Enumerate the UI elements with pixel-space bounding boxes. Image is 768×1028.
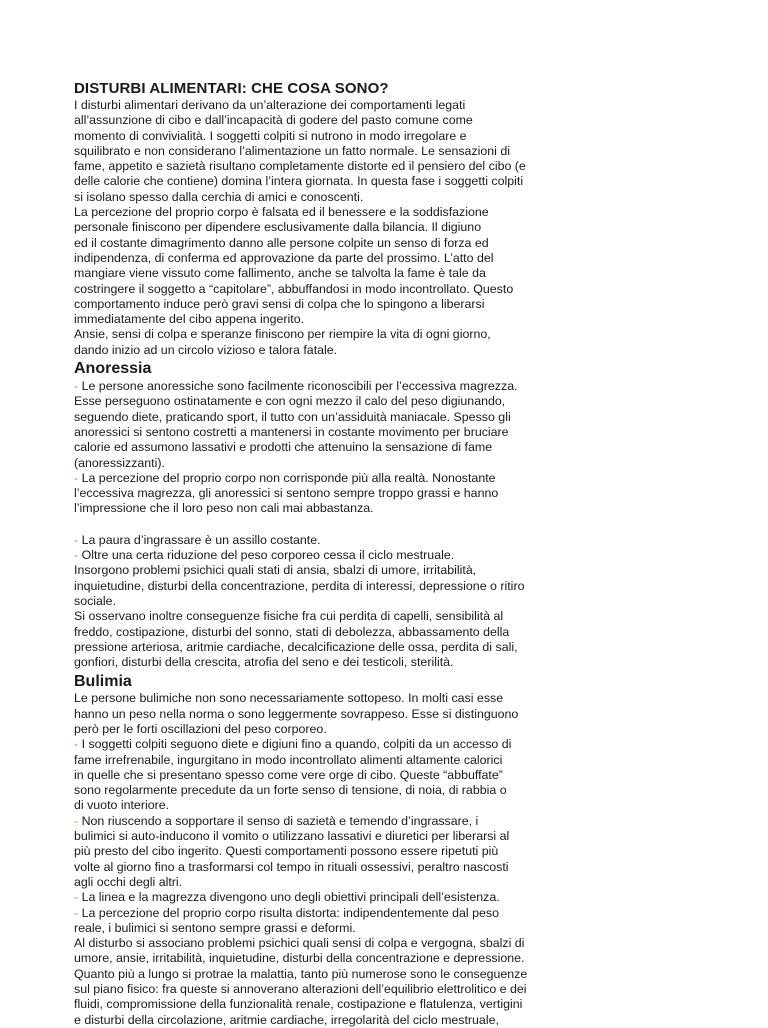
text-line: mangiare viene vissuto come fallimento, anche se talvolta la fame è tale da (74, 266, 486, 281)
line-text: però per le forti oscillazioni del peso corporeo. (74, 721, 327, 736)
text-line (74, 440, 686, 455)
text-line (74, 829, 686, 844)
line-text: Le persone anoressiche sono facilmente riconoscibili per l’eccessiva magrezza. (81, 379, 518, 394)
text-line (74, 722, 686, 737)
text-line: comportamento induce però gravi sensi di colpa che lo spingono a liberarsi (74, 296, 485, 311)
text-line (74, 814, 686, 829)
line-text: La paura d’ingrassare è un assillo costante. (81, 532, 321, 547)
document-page (74, 80, 686, 1028)
text-line: fame, appetito e sazietà risultano completamente distorte ed il pensiero del cibo (e (74, 159, 526, 174)
line-text: sono regolarmente precedute da un forte senso di tensione, di noia, di rabbia o (74, 783, 507, 798)
text-line (74, 425, 686, 440)
text-line (74, 997, 686, 1012)
text-line (74, 753, 686, 768)
text-line: dando inizio ad un circolo vizioso e talora fatale. (74, 342, 338, 357)
text-line (74, 563, 686, 578)
text-line: I disturbi alimentari derivano da un’alterazione dei comportamenti legati (74, 98, 466, 112)
line-text: fame irrefrenabile, ingurgitano in modo incontrollato alimenti altamente calorici (74, 752, 503, 767)
text-line (74, 982, 686, 997)
bullet-dash: - (74, 813, 82, 828)
text-line: personale finiscono per dipendere esclusivamente dalla bilancia. Il digiuno (74, 220, 482, 235)
line-text: l’eccessiva magrezza, gli anoressici si sentono sempre troppo grassi e hanno (74, 486, 499, 501)
text-line (74, 921, 686, 936)
line-text: sociale. (74, 593, 117, 608)
text-line (74, 501, 686, 516)
line-text: reale, i bulimici si sentono sempre grassi e deformi. (74, 920, 356, 935)
text-line (74, 768, 686, 783)
text-line (74, 379, 686, 394)
line-text: hanno un peso nella norma o sono leggermente sovrappeso. Esse si distinguono (74, 706, 519, 721)
line-text: l’impressione che il loro peso non cali mai abbastanza. (74, 501, 374, 516)
text-line (74, 410, 686, 425)
bullet-dash: - (74, 890, 82, 905)
section-heading-anoressia: Anoressia (74, 360, 152, 378)
line-text: Al disturbo si associano problemi psichici quali sensi di colpa e vergogna, sbalzi di (74, 936, 525, 951)
text-line (74, 655, 686, 670)
page-title: DISTURBI ALIMENTARI: CHE COSA SONO? (74, 80, 389, 97)
line-text: Si osservano inoltre conseguenze fisiche fra cui perdita di capelli, sensibilità al (74, 609, 504, 624)
line-text: Esse perseguono ostinatamente e con ogni mezzo il calo del peso digiunando, (74, 394, 506, 409)
bullet-dash: - (74, 905, 82, 920)
text-line (74, 890, 686, 905)
text-line (74, 548, 686, 563)
text-line (74, 394, 686, 409)
text-line (74, 967, 686, 982)
paragraph-gap (74, 517, 686, 531)
text-line (74, 471, 686, 486)
text-line (74, 640, 686, 655)
text-line (74, 707, 686, 722)
text-line: all’assunzione di cibo e dall’incapacità di godere del pasto comune come (74, 113, 473, 128)
text-line: squilibrato e non considerano l’alimentazione un fatto normale. Le sensazioni di (74, 143, 511, 158)
line-text: Non riuscendo a sopportare il senso di sazietà e temendo d’ingrassare, i (81, 813, 479, 828)
line-text: agli occhi degli altri. (74, 874, 183, 889)
bullet-dash: - (74, 548, 82, 563)
text-line: indipendenza, di conferma ed approvazione da parte del prossimo. L’atto del (74, 250, 494, 265)
line-text: inquietudine, disturbi della concentrazione, perdita di interessi, depressione o ritiro (74, 578, 525, 593)
text-line (74, 691, 686, 706)
anoressia-paragraph-2 (74, 533, 686, 671)
text-line (74, 844, 686, 859)
text-line (74, 798, 686, 813)
text-line: Ansie, sensi di colpa e speranze finiscono per riempire la vita di ogni giorno, (74, 327, 491, 342)
text-line (74, 1013, 686, 1028)
line-text: Quanto più a lungo si protrae la malattia, tanto più numerose sono le conseguenze (74, 966, 528, 981)
text-line (74, 860, 686, 875)
bullet-dash: - (74, 532, 82, 547)
line-text: anoressici si sentono costretti a mantenersi in costante movimento per bruciare (74, 424, 509, 439)
text-line (74, 486, 686, 501)
anoressia-paragraph-1 (74, 379, 686, 517)
text-line (74, 456, 686, 471)
text-line: delle calorie che contiene) domina l’intera giornata. In questa fase i soggetti colpiti (74, 174, 524, 189)
text-line: momento di convivialità. I soggetti colpiti si nutrono in modo irregolare e (74, 128, 467, 143)
line-text: seguendo diete, praticando sport, il tutto con un’assiduità maniacale. Spesso gli (74, 409, 511, 424)
intro-paragraph (74, 98, 686, 358)
line-text: La linea e la magrezza divengono uno degli obiettivi principali dell’esistenza. (81, 890, 500, 905)
line-text: calorie ed assumono lassativi e prodotti che attenuino la sensazione di fame (74, 440, 493, 455)
line-text: (anoressizzanti). (74, 455, 165, 470)
text-line (74, 579, 686, 594)
text-line: ed il costante dimagrimento danno alle persone colpite un senso di forza ed (74, 235, 489, 250)
text-line (74, 533, 686, 548)
line-text: freddo, costipazione, disturbi del sonno, stati di debolezza, abbassamento della (74, 624, 510, 639)
text-line (74, 625, 686, 640)
line-text: volte al giorno fino a trasformarsi col tempo in rituali ossessivi, peraltro nascosti (74, 859, 509, 874)
line-text: Insorgono problemi psichici quali stati di ansia, sbalzi di umore, irritabilità, (74, 563, 477, 578)
line-text: gonfiori, disturbi della crescita, atrofia del seno e dei testicoli, sterilità. (74, 655, 454, 670)
text-line (74, 951, 686, 966)
text-line (74, 936, 686, 951)
text-line (74, 906, 686, 921)
text-line (74, 875, 686, 890)
text-line (74, 783, 686, 798)
text-line: immediatamente del cibo appena ingerito. (74, 312, 305, 327)
line-text: fluidi, compromissione della funzionalità renale, costipazione e flatulenza, vertigini (74, 997, 523, 1012)
text-line: si isolano spesso dalla cerchia di amici e conoscenti. (74, 189, 364, 204)
line-text: Le persone bulimiche non sono necessariamente sottopeso. In molti casi esse (74, 691, 504, 706)
line-text: La percezione del proprio corpo non corrisponde più alla realtà. Nonostante (81, 470, 496, 485)
line-text: e disturbi della circolazione, aritmie cardiache, irregolarità del ciclo mestruale, (74, 1012, 499, 1027)
line-text: in quelle che si presentano spesso come vere orge di cibo. Queste “abbuffate” (74, 767, 503, 782)
line-text: più presto del cibo ingerito. Questi comportamenti possono essere ripetuti più (74, 844, 499, 859)
text-line (74, 609, 686, 624)
line-text: I soggetti colpiti seguono diete e digiuni fino a quando, colpiti da un accesso di (81, 737, 512, 752)
text-line (74, 737, 686, 752)
text-line (74, 594, 686, 609)
line-text: umore, ansie, irritabilità, inquietudine, disturbi della concentrazione e depressione. (74, 951, 525, 966)
bulimia-paragraph (74, 691, 686, 1028)
line-text: pressione arteriosa, aritmie cardiache, decalcificazione delle ossa, perdita di sali, (74, 639, 518, 654)
line-text: sul piano fisico: fra queste si annoverano alterazioni dell’equilibrio elettrolitico e dei (74, 982, 527, 997)
text-line: costringere il soggetto a “capitolare”, abbuffandosi in modo incontrollato. Questo (74, 281, 514, 296)
bullet-dash: - (74, 379, 82, 394)
line-text: La percezione del proprio corpo risulta distorta: indipendentemente dal peso (81, 905, 499, 920)
line-text: di vuoto interiore. (74, 798, 170, 813)
line-text: Oltre una certa riduzione del peso corporeo cessa il ciclo mestruale. (81, 548, 455, 563)
section-heading-bulimia: Bulimia (74, 673, 132, 691)
bullet-dash: - (74, 470, 82, 485)
line-text: bulimici si auto-inducono il vomito o utilizzano lassativi e diuretici per liberarsi al (74, 829, 510, 844)
bullet-dash: - (74, 737, 82, 752)
text-line: La percezione del proprio corpo è falsata ed il benessere e la soddisfazione (74, 205, 489, 220)
